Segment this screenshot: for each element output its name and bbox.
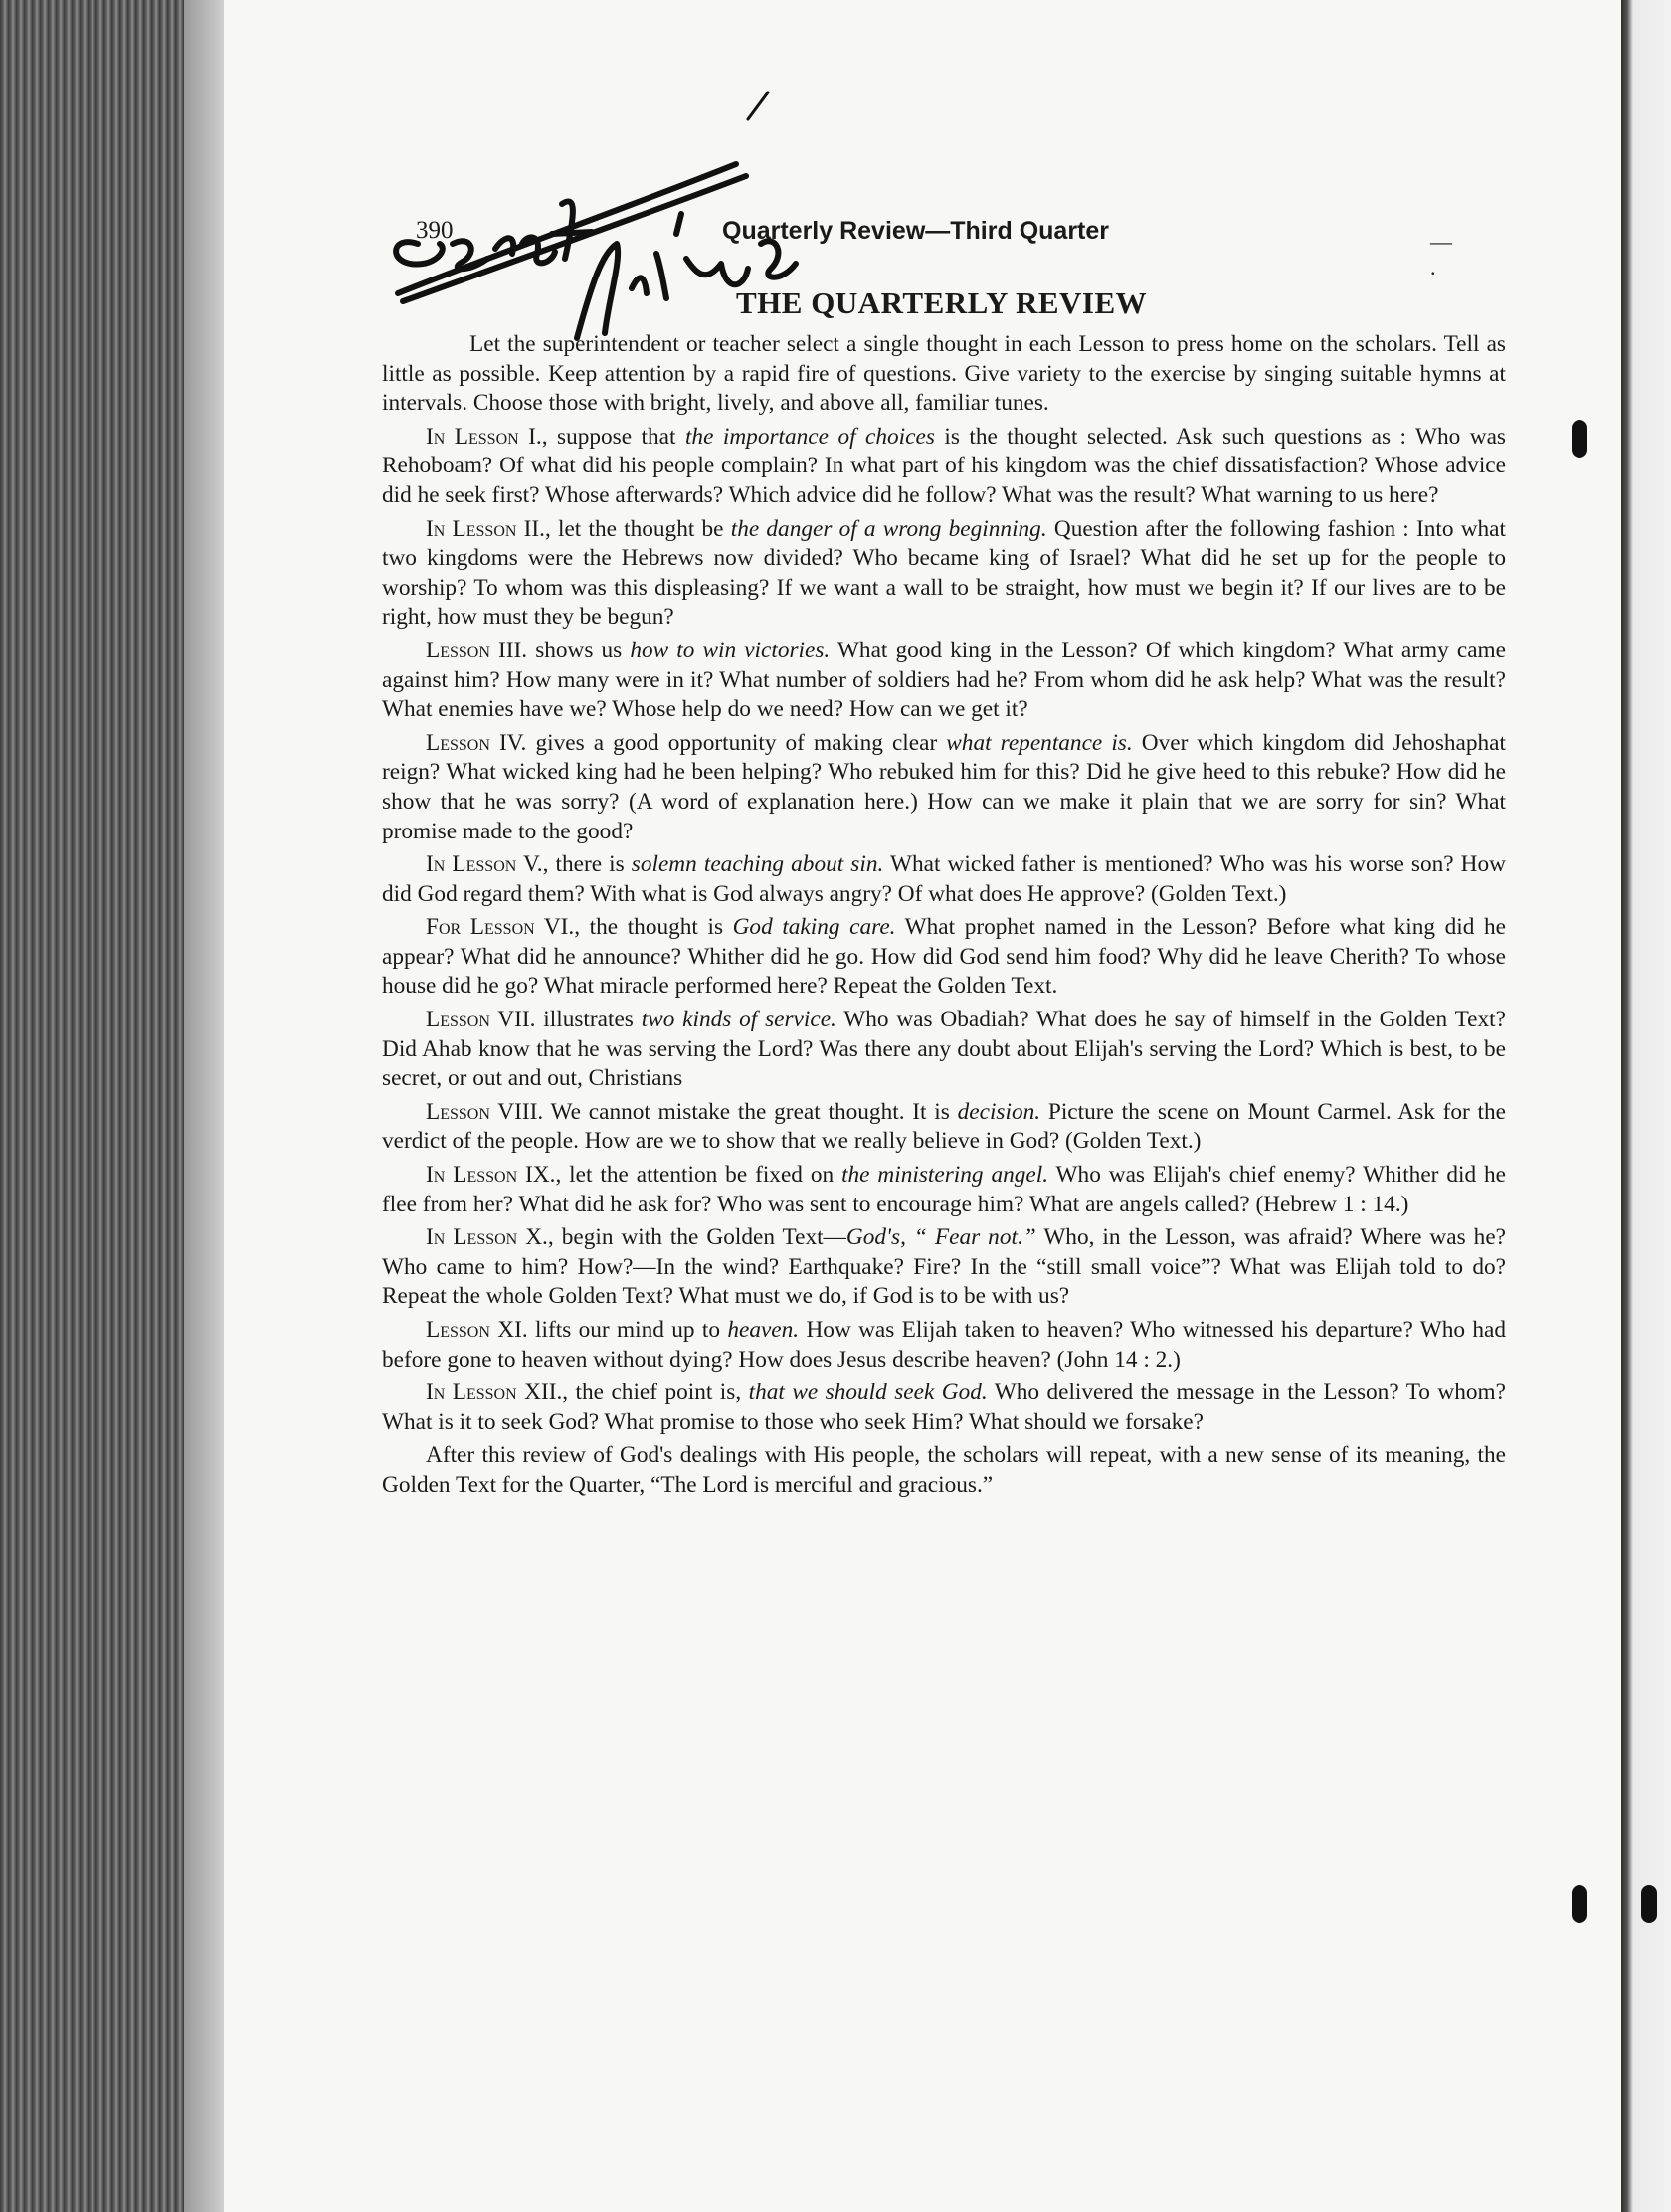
lesson-paragraph: For Lesson VI., the thought is God taking care. What prophet named in the Lesson? Before what king did he appear? What did he announce? Whither did he go. How did God send him food? Why did he leave Cherith? To whose house did he go? What miracle performed here? Repeat the Golden Text.: [382, 914, 1506, 1000]
header-mark: — .: [1430, 229, 1452, 279]
intro-paragraph: Let the superintendent or teacher select a single thought in each Lesson to press home on the scholars. Tell as little as possible. Keep attention by a rapid fire of questions. Give variety to the exercise by singing suitable hymns at intervals. Choose those with bright, lively, and above all, familiar tunes.: [382, 331, 1506, 417]
book-page-edges: [0, 0, 224, 2212]
lesson-paragraph: In Lesson II., let the thought be the danger of a wrong beginning. Question after the following fashion : Into what two kingdoms were the Hebrews now divided? Who became king of Israel? What did he set up for the people to worship? To whom was this displeasing? If we want a wall to be straight, how must we begin it? If our lives are to be right, how must they be begun?: [382, 515, 1506, 631]
lesson-paragraph: Lesson IV. gives a good opportunity of making clear what repentance is. Over which kingdom did Jehoshaphat reign? What wicked king had he been helping? Who rebuked him for this? Did he give heed to this rebuke? How did he show that he was sorry? (A word of explanation here.) How can we make it plain that we are sorry for sin? What promise made to the good?: [382, 729, 1506, 844]
article-body: [382, 330, 1506, 1505]
lesson-paragraph: Lesson VIII. We cannot mistake the great thought. It is decision. Picture the scene on Mount Carmel. Ask for the verdict of the people. How are we to show that we really believe in God? (Golden Text.): [382, 1098, 1506, 1155]
binder-hole-bottom-right: [1641, 1885, 1657, 1923]
lesson-paragraph: In Lesson V., there is solemn teaching about sin. What wicked father is mentioned? Who was his worse son? How did God regard them? With what is God always angry? Of what does He approve? (Golden Text.): [382, 851, 1506, 907]
closing-paragraph: After this review of God's dealings with His people, the scholars will repeat, with a new sense of its meaning, the Golden Text for the Quarter, “The Lord is merciful and gracious.”: [382, 1442, 1506, 1498]
page-title: THE QUARTERLY REVIEW: [736, 285, 1148, 320]
lesson-paragraph: Lesson III. shows us how to win victories. What good king in the Lesson? Of which kingdom? What army came against him? How many were in it? What number of soldiers had he? From whom did he ask help? What was the result? What enemies have we? Whose help do we need? How can we get it?: [382, 637, 1506, 723]
lesson-paragraph: Lesson VII. illustrates two kinds of service. Who was Obadiah? What does he say of himself in the Golden Text? Did Ahab know that he was serving the Lord? Was there any doubt about Elijah's serving the Lord? Which is best, to be secret, or out and out, Christians: [382, 1007, 1506, 1092]
lesson-paragraph: In Lesson I., suppose that the importance of choices is the thought selected. Ask such questions as : Who was Rehoboam? Of what did his people complain? In what part of his kingdom was the chief dissatisfaction? Whose advice did he seek first? Whose afterwards? Which advice did he follow? What was the result? What warning to us here?: [382, 423, 1506, 508]
lesson-paragraph: In Lesson X., begin with the Golden Text—God's, “ Fear not.” Who, in the Lesson, was afraid? Where was he? Who came to him? How?—In the wind? Earthquake? Fire? In the “still small voice”? What was Elijah told to do? Repeat the whole Golden Text? What must we do, if God is to be with us?: [382, 1224, 1506, 1310]
binder-hole-top: [1572, 420, 1587, 458]
lesson-paragraph: In Lesson XII., the chief point is, that we should seek God. Who delivered the message in the Lesson? To whom? What is it to seek God? What promise to those who seek Him? What should we forsake?: [382, 1380, 1506, 1435]
binder-hole-bottom-left: [1572, 1885, 1587, 1923]
facing-page-edge: [1621, 0, 1671, 2212]
page-number: 390: [416, 217, 454, 244]
lesson-paragraph: Lesson XI. lifts our mind up to heaven. How was Elijah taken to heaven? Who witnessed his departure? Who had before gone to heaven without dying? How does Jesus describe heaven? (John 14 : 2.): [382, 1317, 1506, 1373]
running-head: Quarterly Review—Third Quarter: [722, 217, 1110, 245]
lesson-paragraph: In Lesson IX., let the attention be fixed on the ministering angel. Who was Elijah's chief enemy? Whither did he flee from her? What did he ask for? Who was sent to encourage him? What are angels called? (Hebrew 1 : 14.): [382, 1162, 1506, 1217]
